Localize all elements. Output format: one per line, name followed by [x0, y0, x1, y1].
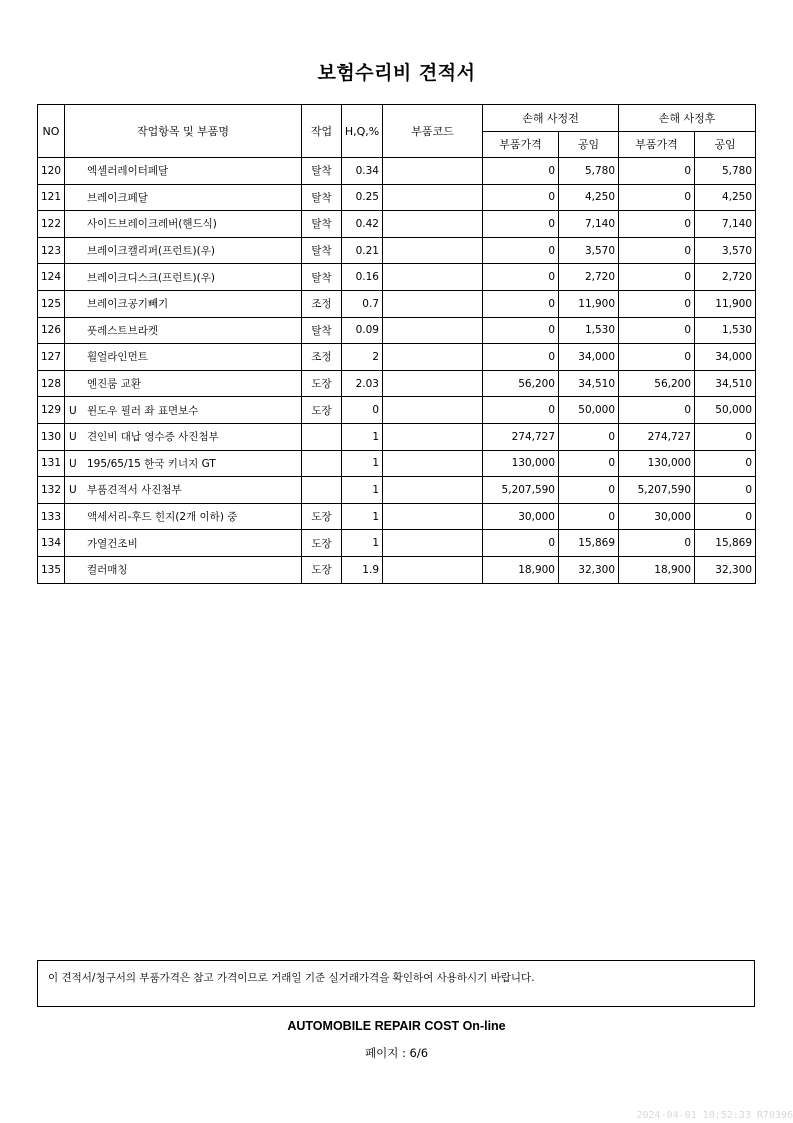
row-after-labor: 5,780 [695, 158, 756, 185]
row-no: 129 [38, 397, 65, 424]
row-item [65, 264, 302, 291]
row-part-code [383, 290, 483, 317]
header-item: 작업항목 및 부품명 [65, 105, 302, 158]
row-after-labor: 32,300 [695, 556, 756, 583]
row-before-labor: 34,000 [559, 344, 619, 371]
row-before-part-price: 0 [483, 184, 559, 211]
row-before-part-price: 0 [483, 530, 559, 557]
row-before-part-price: 0 [483, 237, 559, 264]
row-item-name: 가열건조비 [87, 537, 138, 550]
row-work: 탈착 [302, 158, 342, 185]
row-part-code [383, 423, 483, 450]
row-before-labor: 1,530 [559, 317, 619, 344]
row-no: 125 [38, 290, 65, 317]
row-before-labor: 0 [559, 477, 619, 504]
table-row [38, 158, 756, 185]
row-item [65, 556, 302, 583]
row-before-labor: 2,720 [559, 264, 619, 291]
row-item-name: 윈도우 필러 좌 표면보수 [87, 404, 199, 417]
header-no: NO [38, 105, 65, 158]
row-before-labor: 11,900 [559, 290, 619, 317]
row-item [65, 477, 302, 504]
row-item [65, 317, 302, 344]
row-no: 124 [38, 264, 65, 291]
row-after-labor: 7,140 [695, 211, 756, 238]
row-part-code [383, 503, 483, 530]
row-hq: 1 [342, 503, 383, 530]
row-hq: 1 [342, 477, 383, 504]
row-part-code [383, 317, 483, 344]
table-row [38, 397, 756, 424]
row-after-part-price: 30,000 [619, 503, 695, 530]
row-after-part-price: 0 [619, 344, 695, 371]
row-item [65, 158, 302, 185]
row-after-labor: 50,000 [695, 397, 756, 424]
row-item-name: 사이드브레이크레버(핸드식) [87, 218, 217, 231]
table-row [38, 211, 756, 238]
row-before-part-price: 0 [483, 211, 559, 238]
row-no: 123 [38, 237, 65, 264]
row-item [65, 370, 302, 397]
header-after-part-price: 부품가격 [619, 131, 695, 158]
row-item [65, 503, 302, 530]
row-before-part-price: 274,727 [483, 423, 559, 450]
row-after-part-price: 0 [619, 530, 695, 557]
row-hq: 0.7 [342, 290, 383, 317]
row-no: 122 [38, 211, 65, 238]
row-work: 탈착 [302, 317, 342, 344]
row-hq: 0.34 [342, 158, 383, 185]
row-hq: 1 [342, 423, 383, 450]
table-row [38, 530, 756, 557]
row-item [65, 211, 302, 238]
row-after-part-price: 18,900 [619, 556, 695, 583]
row-no: 133 [38, 503, 65, 530]
row-no: 134 [38, 530, 65, 557]
row-before-labor: 32,300 [559, 556, 619, 583]
row-item-name: 풋레스트브라켓 [87, 324, 159, 337]
row-hq: 0 [342, 397, 383, 424]
row-part-code [383, 344, 483, 371]
row-item-name: 컬러매칭 [87, 564, 128, 577]
row-after-labor: 0 [695, 450, 756, 477]
row-work: 도장 [302, 530, 342, 557]
row-after-labor: 34,000 [695, 344, 756, 371]
row-part-code [383, 397, 483, 424]
row-mark: U [69, 431, 77, 444]
row-part-code [383, 477, 483, 504]
row-item-name: 엔진룸 교환 [87, 378, 142, 391]
row-work: 탈착 [302, 264, 342, 291]
row-after-part-price: 0 [619, 264, 695, 291]
row-work: 도장 [302, 397, 342, 424]
row-before-labor: 7,140 [559, 211, 619, 238]
row-hq: 2 [342, 344, 383, 371]
row-item-name: 부품견적서 사진첨부 [87, 484, 182, 497]
row-after-labor: 1,530 [695, 317, 756, 344]
table-row [38, 450, 756, 477]
row-item [65, 423, 302, 450]
header-before-labor: 공임 [559, 131, 619, 158]
row-before-part-price: 30,000 [483, 503, 559, 530]
print-timestamp: 2024-04-01 10:52:33 R70396 [636, 1110, 793, 1121]
table-row [38, 370, 756, 397]
row-work: 조정 [302, 290, 342, 317]
row-after-labor: 11,900 [695, 290, 756, 317]
row-before-labor: 0 [559, 450, 619, 477]
row-before-labor: 34,510 [559, 370, 619, 397]
notice-box [37, 960, 755, 1007]
row-after-labor: 34,510 [695, 370, 756, 397]
row-mark: U [69, 484, 77, 497]
row-hq: 0.42 [342, 211, 383, 238]
row-item-name: 엑셀러레이터페달 [87, 165, 169, 178]
row-no: 127 [38, 344, 65, 371]
row-part-code [383, 237, 483, 264]
row-before-labor: 3,570 [559, 237, 619, 264]
row-part-code [383, 158, 483, 185]
row-hq: 0.16 [342, 264, 383, 291]
row-after-labor: 2,720 [695, 264, 756, 291]
row-before-part-price: 0 [483, 344, 559, 371]
row-work [302, 477, 342, 504]
row-part-code [383, 211, 483, 238]
table-row [38, 423, 756, 450]
row-after-labor: 0 [695, 503, 756, 530]
header-before-part-price: 부품가격 [483, 131, 559, 158]
row-work: 도장 [302, 503, 342, 530]
row-before-labor: 0 [559, 503, 619, 530]
row-item [65, 237, 302, 264]
document-title: 보험수리비 견적서 [317, 62, 476, 84]
row-after-part-price: 130,000 [619, 450, 695, 477]
table-row [38, 264, 756, 291]
row-item-name: 브레이크캘리퍼(프런트)(우) [87, 245, 215, 258]
row-item [65, 450, 302, 477]
row-after-part-price: 274,727 [619, 423, 695, 450]
row-before-part-price: 0 [483, 158, 559, 185]
row-after-labor: 4,250 [695, 184, 756, 211]
row-no: 131 [38, 450, 65, 477]
row-hq: 0.09 [342, 317, 383, 344]
row-after-labor: 0 [695, 477, 756, 504]
row-item [65, 184, 302, 211]
row-hq: 1 [342, 530, 383, 557]
row-part-code [383, 556, 483, 583]
row-after-part-price: 5,207,590 [619, 477, 695, 504]
row-part-code [383, 184, 483, 211]
row-part-code [383, 370, 483, 397]
row-item-name: 브레이크페달 [87, 191, 148, 204]
row-hq: 1 [342, 450, 383, 477]
header-hq: H,Q,% [342, 105, 383, 158]
footer-brand: AUTOMOBILE REPAIR COST On-line [287, 1019, 506, 1033]
row-no: 130 [38, 423, 65, 450]
table-row [38, 344, 756, 371]
row-no: 126 [38, 317, 65, 344]
row-hq: 0.21 [342, 237, 383, 264]
row-no: 128 [38, 370, 65, 397]
row-item [65, 530, 302, 557]
row-item-name: 견인비 대납 영수증 사진첨부 [87, 431, 219, 444]
estimate-table [37, 104, 756, 584]
row-after-part-price: 0 [619, 184, 695, 211]
row-part-code [383, 450, 483, 477]
row-after-part-price: 0 [619, 317, 695, 344]
row-item [65, 290, 302, 317]
header-part-code: 부품코드 [383, 105, 483, 158]
table-row [38, 237, 756, 264]
row-no: 135 [38, 556, 65, 583]
notice-text: 이 견적서/청구서의 부품가격은 참고 가격이므로 거래일 기준 실거래가격을 확인하여 사용하시기 바랍니다. [48, 972, 535, 984]
row-before-labor: 4,250 [559, 184, 619, 211]
row-work: 탈착 [302, 237, 342, 264]
row-work: 조정 [302, 344, 342, 371]
row-before-part-price: 0 [483, 290, 559, 317]
row-mark: U [69, 404, 77, 417]
row-part-code [383, 264, 483, 291]
row-before-labor: 15,869 [559, 530, 619, 557]
row-item [65, 397, 302, 424]
table-row [38, 477, 756, 504]
row-no: 120 [38, 158, 65, 185]
row-before-part-price: 0 [483, 397, 559, 424]
row-before-labor: 50,000 [559, 397, 619, 424]
row-hq: 0.25 [342, 184, 383, 211]
row-item-name: 브레이크공기빼기 [87, 298, 169, 311]
row-work: 도장 [302, 370, 342, 397]
row-mark: U [69, 457, 77, 470]
row-work: 탈착 [302, 184, 342, 211]
row-after-part-price: 0 [619, 290, 695, 317]
table-row [38, 556, 756, 583]
row-work: 탈착 [302, 211, 342, 238]
row-before-labor: 0 [559, 423, 619, 450]
row-before-part-price: 18,900 [483, 556, 559, 583]
row-item-name: 액세서리-후드 힌지(2개 이하) 중 [87, 511, 238, 524]
row-hq: 1.9 [342, 556, 383, 583]
row-item-name: 휠얼라인먼트 [87, 351, 148, 364]
row-work: 도장 [302, 556, 342, 583]
row-after-part-price: 0 [619, 397, 695, 424]
row-before-part-price: 56,200 [483, 370, 559, 397]
header-after-labor: 공임 [695, 131, 756, 158]
row-before-part-price: 0 [483, 264, 559, 291]
row-after-part-price: 0 [619, 158, 695, 185]
row-after-labor: 15,869 [695, 530, 756, 557]
row-hq: 2.03 [342, 370, 383, 397]
header-work: 작업 [302, 105, 342, 158]
table-row [38, 503, 756, 530]
row-after-labor: 3,570 [695, 237, 756, 264]
row-after-part-price: 0 [619, 237, 695, 264]
row-no: 121 [38, 184, 65, 211]
row-item-name: 195/65/15 한국 키너지 GT [87, 457, 216, 470]
row-before-part-price: 130,000 [483, 450, 559, 477]
row-work [302, 450, 342, 477]
row-after-part-price: 56,200 [619, 370, 695, 397]
row-part-code [383, 530, 483, 557]
table-row [38, 317, 756, 344]
row-before-part-price: 0 [483, 317, 559, 344]
row-after-labor: 0 [695, 423, 756, 450]
row-after-part-price: 0 [619, 211, 695, 238]
page-number: 페이지 : 6/6 [364, 1046, 429, 1060]
row-before-labor: 5,780 [559, 158, 619, 185]
table-row [38, 184, 756, 211]
table-row [38, 290, 756, 317]
header-before-adjustment: 손해 사정전 [483, 105, 619, 132]
header-after-adjustment: 손해 사정후 [619, 105, 756, 132]
row-no: 132 [38, 477, 65, 504]
row-item [65, 344, 302, 371]
row-work [302, 423, 342, 450]
row-item-name: 브레이크디스크(프런트)(우) [87, 271, 215, 284]
row-before-part-price: 5,207,590 [483, 477, 559, 504]
